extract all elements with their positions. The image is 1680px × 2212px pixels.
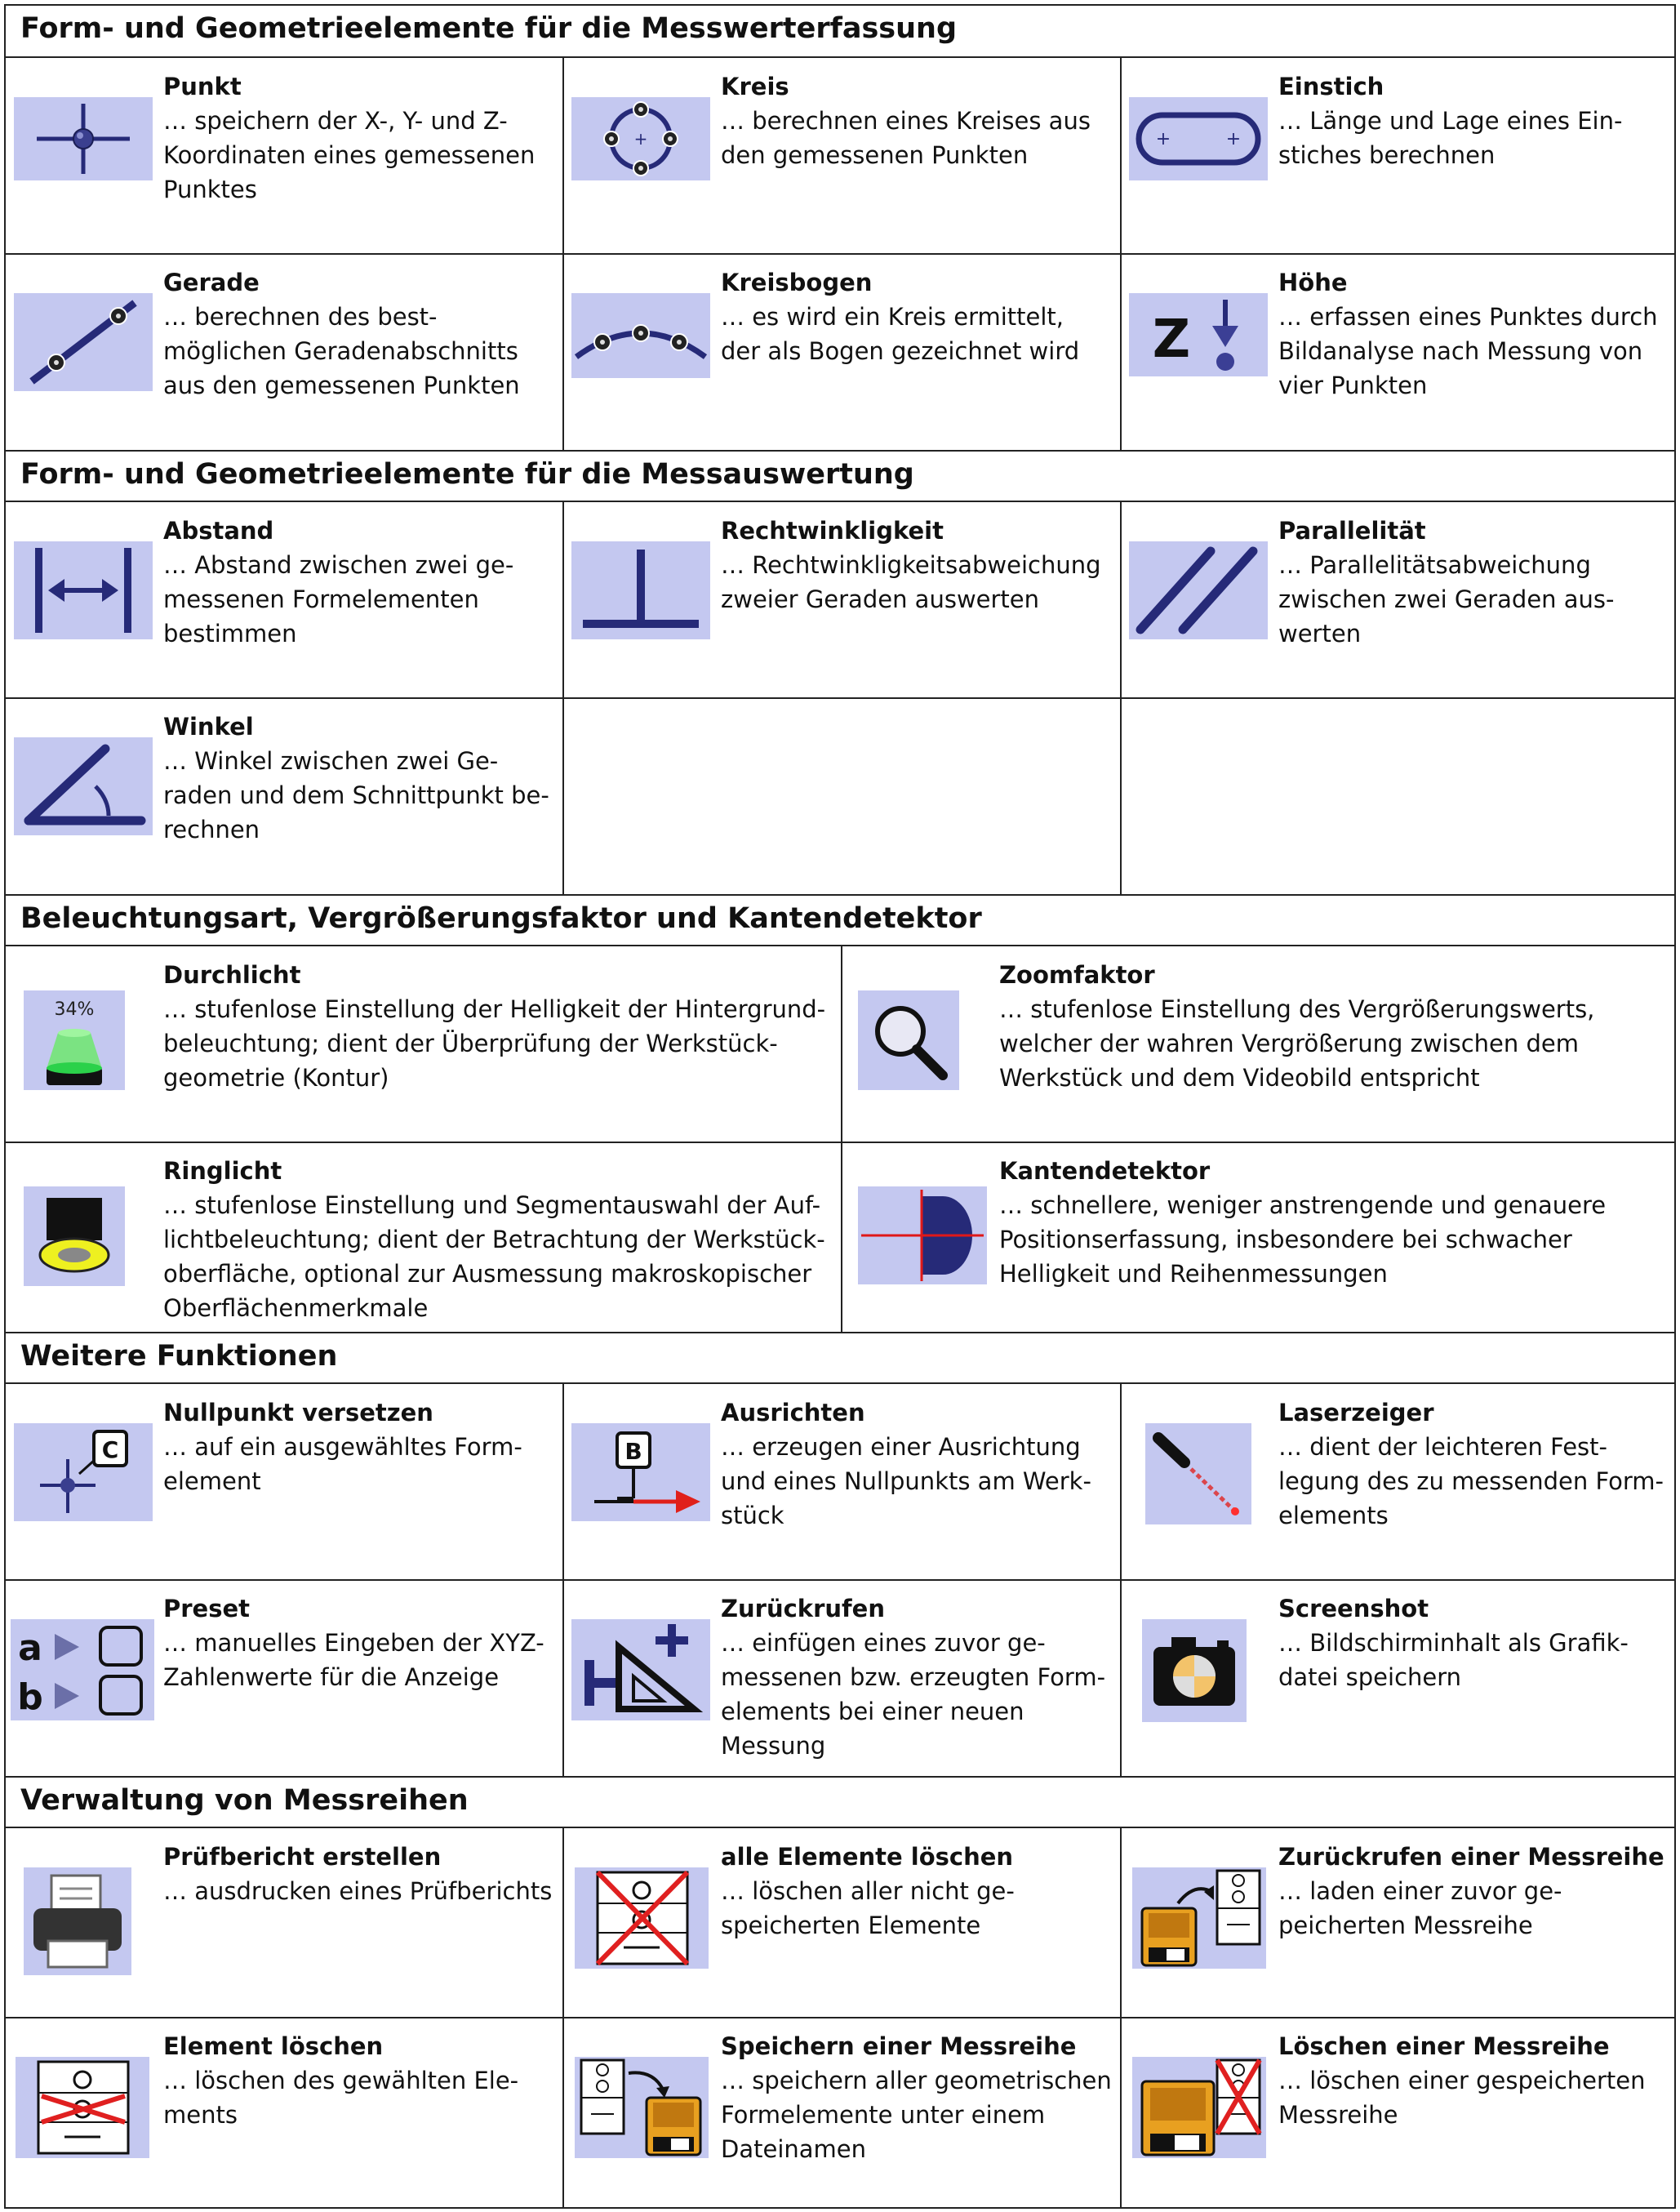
feature-cell-hoehe (1121, 254, 1674, 450)
edge-detector-icon (858, 1186, 987, 1284)
feature-description: … Parallelitätsabweichung zwischen zwei Geraden aus- werten (1278, 551, 1615, 648)
feature-cell-zurueckrufen-messreihe (1121, 1828, 1674, 2018)
point-icon (14, 97, 153, 180)
feature-title: Zurückrufen einer Messreihe (1278, 1843, 1664, 1871)
feature-title: Rechtwinkligkeit (721, 517, 944, 545)
delete-all-icon (575, 1867, 709, 1969)
feature-title: Kreis (721, 73, 789, 100)
section-header: Beleuchtungsart, Vergrößerungsfaktor und Kantendetektor (6, 894, 1674, 946)
section-header: Weitere Funktionen (6, 1332, 1674, 1384)
feature-cell-ausrichten (563, 1384, 1121, 1580)
zoom-icon (858, 990, 959, 1090)
laser-pointer-icon (1145, 1423, 1251, 1524)
feature-cell-kreis (563, 58, 1121, 254)
empty-cell (1121, 698, 1674, 894)
load-series-icon (1132, 1867, 1266, 1969)
preset-icon (11, 1619, 154, 1720)
parallelism-icon (1129, 541, 1268, 639)
preset-label-b: b (17, 1676, 43, 1718)
feature-cell-speichern-messreihe (563, 2018, 1121, 2209)
column-divider (1120, 1384, 1122, 1776)
groove-icon (1129, 97, 1268, 180)
feature-description: … Länge und Lage eines Ein- stiches berechnen (1278, 107, 1623, 169)
section-header: Form- und Geometrieelemente für die Messauswertung (6, 450, 1674, 502)
backlight-percent: 34% (54, 999, 95, 1020)
svg-text:+: + (1155, 129, 1171, 149)
feature-description: … dient der leichteren Fest- legung des zu messenden Form- elements (1278, 1433, 1664, 1529)
feature-cell-zoomfaktor (842, 946, 1674, 1142)
column-divider (562, 1828, 564, 2209)
feature-cell-gerade (6, 254, 563, 450)
feature-cell-einstich (1121, 58, 1674, 254)
origin-shift-icon (14, 1423, 153, 1521)
feature-description: … ausdrucken eines Prüfberichts (163, 1877, 553, 1905)
row-divider (6, 2017, 1674, 2018)
reference-c-label: C (101, 1436, 119, 1463)
feature-cell-abstand (6, 502, 563, 698)
feature-title: Höhe (1278, 269, 1348, 296)
feature-title: Kreisbogen (721, 269, 873, 296)
feature-cell-screenshot (1121, 1580, 1674, 1776)
feature-title: Laserzeiger (1278, 1399, 1434, 1426)
column-divider (562, 58, 564, 450)
arc-icon (571, 293, 710, 378)
feature-title: Screenshot (1278, 1595, 1429, 1622)
ringlight-icon (24, 1186, 125, 1286)
feature-description: … stufenlose Einstellung der Helligkeit der Hintergrund- beleuchtung; dient der Überprüfung der Werkstück- geometrie (Kontur) (163, 995, 826, 1092)
feature-title: Punkt (163, 73, 242, 100)
feature-title: Abstand (163, 517, 274, 545)
feature-description: … Rechtwinkligkeitsabweichung zweier Geraden auswerten (721, 551, 1101, 613)
feature-title: Zoomfaktor (999, 961, 1155, 989)
feature-title: Element löschen (163, 2032, 384, 2060)
printer-icon (24, 1867, 131, 1975)
feature-title: Gerade (163, 269, 260, 296)
feature-description: … einfügen eines zuvor ge- messenen bzw. erzeugten Form- elements bei einer neuen Messung (721, 1629, 1106, 1760)
feature-cell-alle-elemente-loeschen (563, 1828, 1121, 2018)
feature-title: Zurückrufen (721, 1595, 885, 1622)
camera-icon (1142, 1619, 1247, 1722)
feature-description: … es wird ein Kreis ermittelt, der als Bogen gezeichnet wird (721, 303, 1080, 365)
feature-title: Winkel (163, 713, 254, 741)
feature-description: … speichern der X-, Y- und Z- Koordinaten eines gemessenen Punktes (163, 107, 536, 203)
backlight-icon (24, 990, 125, 1090)
svg-text:Z: Z (1152, 309, 1191, 370)
column-divider (1120, 1828, 1122, 2209)
feature-cell-rechtwinkligkeit (563, 502, 1121, 698)
feature-cell-zurueckrufen (563, 1580, 1121, 1776)
feature-description: … Bildschirminhalt als Grafik- datei speichern (1278, 1629, 1629, 1691)
distance-icon (14, 541, 153, 639)
perpendicularity-icon (571, 541, 710, 639)
feature-cell-punkt (6, 58, 563, 254)
feature-cell-ringlicht (6, 1142, 842, 1332)
feature-cell-pruefbericht (6, 1828, 563, 2018)
feature-cell-laserzeiger (1121, 1384, 1674, 1580)
feature-cell-kantendetektor (842, 1142, 1674, 1332)
feature-description: … löschen des gewählten Ele- ments (163, 2067, 519, 2129)
align-icon (571, 1423, 710, 1521)
feature-title: Preset (163, 1595, 251, 1622)
feature-cell-durchlicht (6, 946, 842, 1142)
feature-title: Ringlicht (163, 1157, 282, 1185)
line-icon (14, 293, 153, 391)
feature-description: … löschen einer gespeicherten Messreihe (1278, 2067, 1646, 2129)
row-divider (6, 1142, 1674, 1143)
feature-title: Parallelität (1278, 517, 1426, 545)
feature-description: … auf ein ausgewähltes Form- element (163, 1433, 522, 1495)
reference-b-label: B (624, 1438, 642, 1465)
feature-title: Einstich (1278, 73, 1384, 100)
feature-description: … Winkel zwischen zwei Ge- raden und dem Schnittpunkt be- rechnen (163, 747, 549, 843)
feature-description: … stufenlose Einstellung und Segmentauswahl der Auf- lichtbeleuchtung; dient der Betrachtung der Werkstück- oberfläche, optional zur Ausmessung makroskopischer Oberflächenmerkmale (163, 1191, 825, 1322)
feature-description: … berechnen des best- möglichen Geradenabschnitts aus den gemessenen Punkten (163, 303, 520, 399)
column-divider (562, 502, 564, 894)
feature-description: … stufenlose Einstellung des Vergrößerungswerts, welcher der wahren Vergrößerung zwischen dem Werkstück und dem Videobild entspricht (999, 995, 1595, 1092)
height-icon (1129, 293, 1268, 376)
feature-cell-loeschen-messreihe (1121, 2018, 1674, 2209)
function-overview-table (4, 4, 1676, 2209)
feature-cell-preset (6, 1580, 563, 1776)
row-divider (6, 697, 1674, 699)
feature-title: Ausrichten (721, 1399, 865, 1426)
row-divider (6, 1579, 1674, 1581)
section-header: Form- und Geometrieelemente für die Messwerterfassung (6, 6, 1674, 58)
row-divider (6, 253, 1674, 255)
feature-title: Prüfbericht erstellen (163, 1843, 442, 1871)
section-header: Verwaltung von Messreihen (6, 1776, 1674, 1828)
feature-description: … manuelles Eingeben der XYZ- Zahlenwerte für die Anzeige (163, 1629, 544, 1691)
feature-description: … schnellere, weniger anstrengende und genauere Positionserfassung, insbesondere bei schwacher Helligkeit und Reihenmessungen (999, 1191, 1607, 1288)
save-series-icon (575, 2057, 709, 2158)
column-divider (1120, 58, 1122, 450)
feature-cell-nullpunkt-versetzen (6, 1384, 563, 1580)
svg-text:+: + (1225, 129, 1242, 149)
feature-description: … erfassen eines Punktes durch Bildanalyse nach Messung von vier Punkten (1278, 303, 1658, 399)
feature-cell-winkel (6, 698, 563, 894)
feature-title: Nullpunkt versetzen (163, 1399, 433, 1426)
feature-cell-parallelitaet (1121, 502, 1674, 698)
feature-cell-element-loeschen (6, 2018, 563, 2209)
feature-description: … speichern aller geometrischen Formelemente unter einem Dateinamen (721, 2067, 1112, 2163)
angle-icon (14, 737, 153, 835)
feature-title: Speichern einer Messreihe (721, 2032, 1077, 2060)
feature-title: Durchlicht (163, 961, 301, 989)
circle-icon (571, 97, 710, 180)
svg-text:+: + (633, 129, 648, 149)
delete-element-icon (16, 2057, 149, 2158)
feature-title: Löschen einer Messreihe (1278, 2032, 1610, 2060)
column-divider (841, 946, 842, 1332)
feature-description: … berechnen eines Kreises aus den gemessenen Punkten (721, 107, 1091, 169)
recall-icon (571, 1619, 710, 1720)
preset-label-a: a (18, 1627, 42, 1669)
delete-series-icon (1132, 2057, 1266, 2158)
feature-description: … löschen aller nicht ge- speicherten Elemente (721, 1877, 1015, 1939)
feature-title: Kantendetektor (999, 1157, 1211, 1185)
empty-cell (563, 698, 1121, 894)
feature-cell-kreisbogen (563, 254, 1121, 450)
feature-title: alle Elemente löschen (721, 1843, 1014, 1871)
column-divider (1120, 502, 1122, 894)
feature-description: … Abstand zwischen zwei ge- messenen Formelementen bestimmen (163, 551, 514, 648)
column-divider (562, 1384, 564, 1776)
feature-description: … erzeugen einer Ausrichtung und eines Nullpunkts am Werk- stück (721, 1433, 1091, 1529)
feature-description: … laden einer zuvor ge- peicherten Messreihe (1278, 1877, 1562, 1939)
